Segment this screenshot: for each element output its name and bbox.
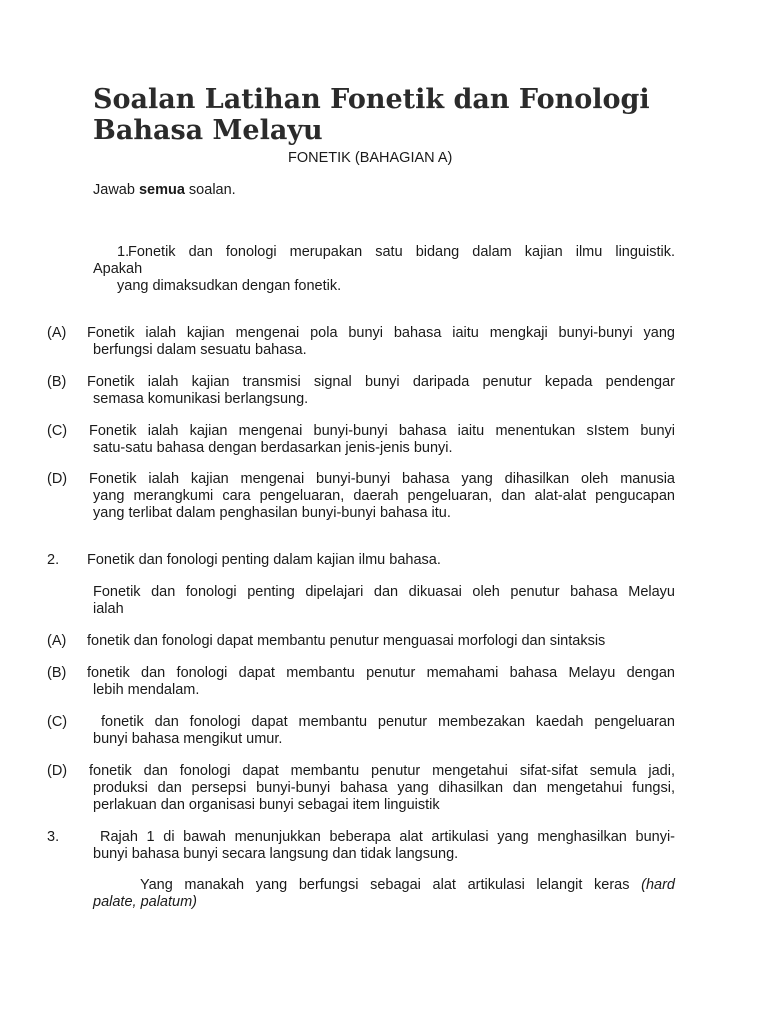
option-c [93, 714, 675, 748]
question-text-line: yang dimaksudkan dengan fonetik. [117, 278, 342, 294]
option-text-line: bunyi bahasa mengikut umur. [93, 731, 283, 747]
document-title [93, 84, 650, 146]
question-stem: Fonetik dan fonologi penting dalam kajian ilmu bahasa. [87, 552, 441, 568]
instruction-pre: Jawab [93, 182, 139, 198]
question-text-line [93, 877, 675, 894]
option-text-line: Fonetik ialah kajian mengenai bunyi-bunyi bahasa yang dihasilkan oleh manusia [89, 471, 675, 487]
option-text-line: Fonetik ialah kajian mengenai pola bunyi bahasa iaitu mengkaji bunyi-bunyi yang [87, 325, 675, 341]
question-text-line: Apakah [93, 261, 143, 277]
option-b [87, 374, 675, 408]
option-text-line: satu-satu bahasa dengan berdasarkan jenis-jenis bunyi. [93, 440, 453, 456]
option-c [89, 423, 675, 457]
option-text-line: fonetik dan fonologi dapat membantu penutur membezakan kaedah pengeluaran [101, 714, 675, 730]
question-number: 3. [47, 829, 60, 845]
option-a [87, 325, 675, 359]
option-label: (B) [47, 374, 67, 390]
option-label: (D) [47, 763, 68, 779]
option-a: fonetik dan fonologi dapat membantu penutur menguasai morfologi dan sintaksis [87, 633, 606, 649]
option-label: (C) [47, 714, 68, 730]
question-text-line: bunyi bahasa bunyi secara langsung dan tidak langsung. [93, 846, 459, 862]
question-number: 1. [117, 244, 130, 260]
option-b [87, 665, 675, 699]
option-text-line: fonetik dan fonologi dapat membantu penutur memahami bahasa Melayu dengan [87, 665, 675, 681]
question-text [93, 829, 675, 863]
option-text-line: perlakuan dan organisasi bunyi sebagai item linguistik [93, 797, 440, 813]
option-text-line: Fonetik ialah kajian mengenai bunyi-bunyi bahasa iaitu menentukan sIstem bunyi [89, 423, 675, 439]
option-d [89, 763, 675, 814]
question-text-line: Rajah 1 di bawah menunjukkan beberapa alat artikulasi yang menghasilkan bunyi- [100, 829, 675, 845]
option-text-line: lebih mendalam. [93, 682, 200, 698]
question-number: 2. [47, 552, 60, 568]
option-text-line: fonetik dan fonologi dapat membantu penutur mengetahui sifat-sifat semula jadi, [89, 763, 675, 779]
question-text-line: ialah [93, 601, 124, 617]
option-text-line: yang terlibat dalam penghasilan bunyi-bunyi bahasa itu. [93, 505, 451, 521]
option-d [89, 471, 675, 522]
instruction-post: soalan. [184, 182, 236, 198]
question-text-line: Fonetik dan fonologi merupakan satu bidang dalam kajian ilmu linguistik. [128, 244, 675, 260]
subtext-italic: palate, palatum) [93, 894, 197, 910]
subtext-italic: (hard [641, 877, 675, 893]
instruction-bold: semua [138, 182, 185, 198]
option-text-line: yang merangkumi cara pengeluaran, daerah pengeluaran, dan alat-alat pengucapan [93, 488, 675, 504]
title-line-1: Soalan Latihan Fonetik dan Fonologi [93, 84, 650, 115]
section-subtitle: FONETIK (BAHAGIAN A) [288, 150, 453, 166]
option-label: (B) [47, 665, 67, 681]
option-text-line: semasa komunikasi berlangsung. [93, 391, 309, 407]
title-line-2: Bahasa Melayu [93, 115, 323, 146]
instruction [93, 182, 236, 199]
subtext-main: Yang manakah yang berfungsi sebagai alat artikulasi lelangit keras [140, 877, 630, 893]
option-text-line: produksi dan persepsi bunyi-bunyi bahasa yang dihasilkan dan mengetahui fungsi, [93, 780, 675, 796]
option-label: (D) [47, 471, 68, 487]
option-label: (C) [47, 423, 68, 439]
option-label: (A) [47, 325, 67, 341]
option-text-line: berfungsi dalam sesuatu bahasa. [93, 342, 307, 358]
question-text-line: Fonetik dan fonologi penting dipelajari dan dikuasai oleh penutur bahasa Melayu [93, 584, 675, 600]
question-subtext [93, 584, 675, 618]
option-label: (A) [47, 633, 67, 649]
option-text-line: Fonetik ialah kajian transmisi signal bunyi daripada penutur kepada pendengar [87, 374, 675, 390]
question-subtext [93, 877, 675, 911]
